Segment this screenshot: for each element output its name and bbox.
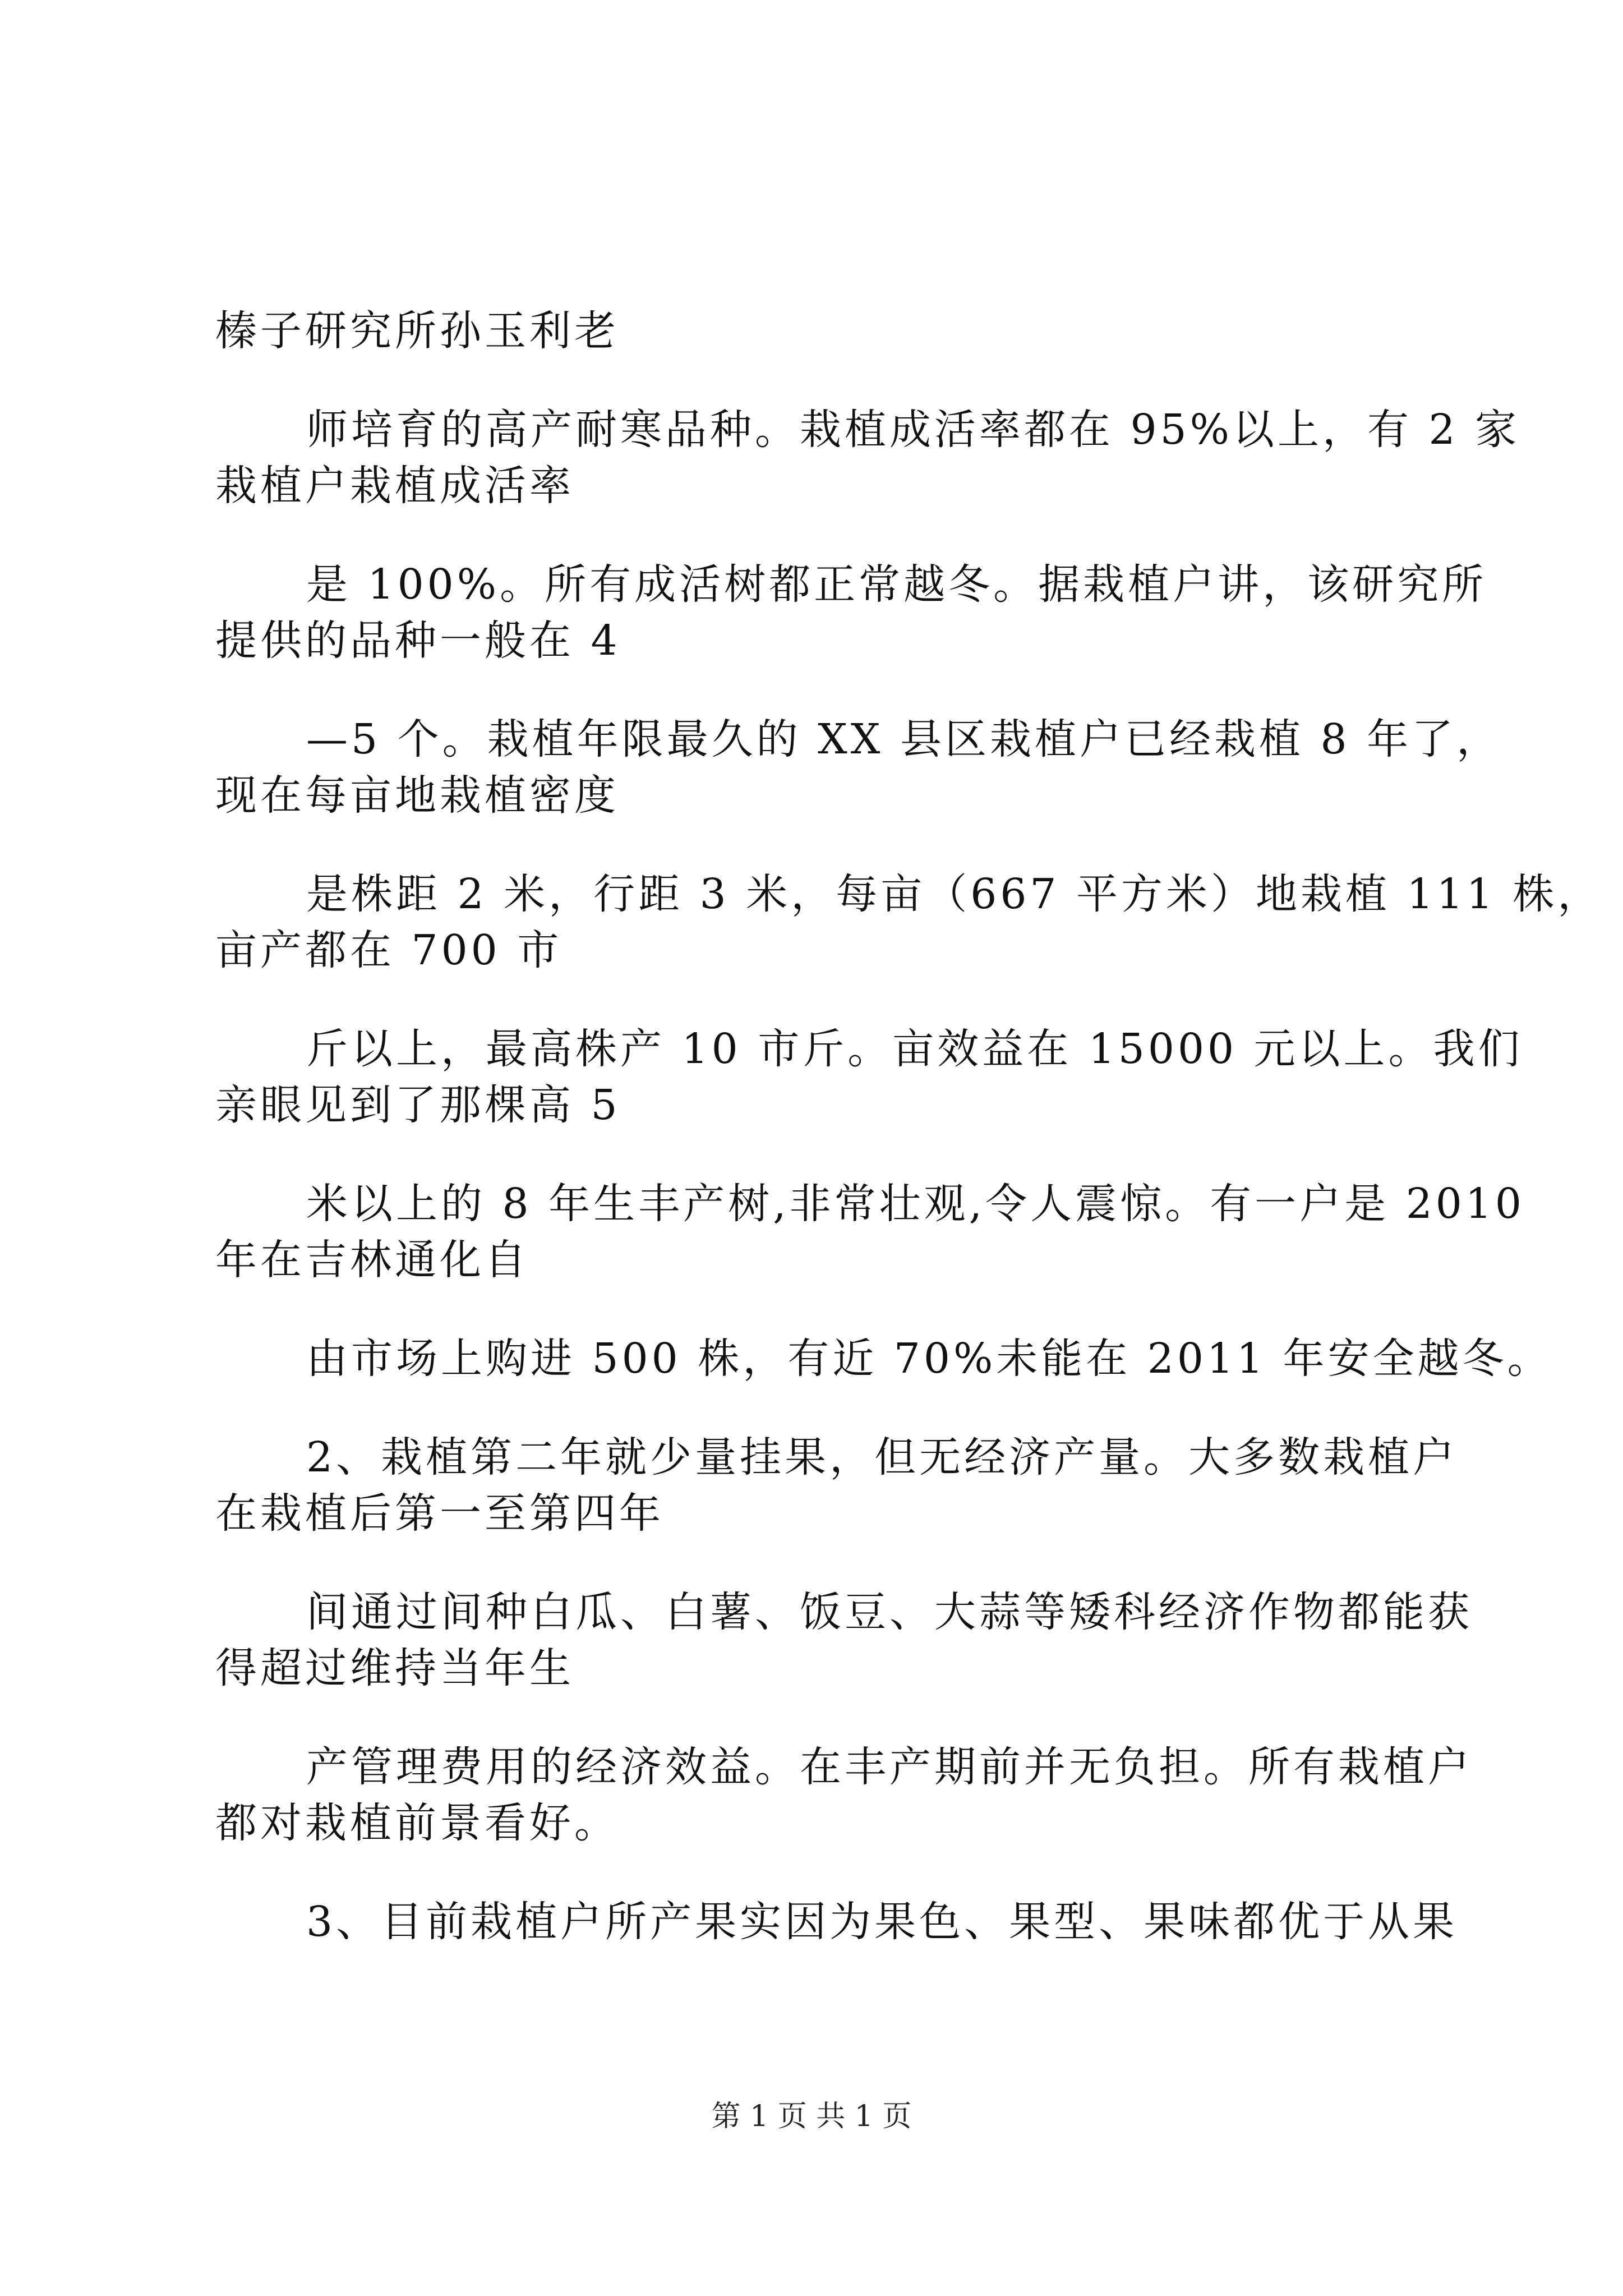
text-line: 亲眼见到了那棵高 5 xyxy=(215,1081,621,1129)
text-line: 在栽植后第一至第四年 xyxy=(215,1489,664,1538)
text-line: 榛子研究所孙玉利老 xyxy=(215,307,619,355)
text-line: 是株距 2 米，行距 3 米，每亩（667 平方米）地栽植 111 株， xyxy=(306,870,1603,918)
text-line: —5 个。栽植年限最久的 XX 县区栽植户已经栽植 8 年了， xyxy=(306,715,1502,763)
text-line: 年在吉林通化自 xyxy=(215,1236,529,1284)
text-line: 栽植户栽植成活率 xyxy=(215,462,574,510)
text-line: 3、目前栽植户所产果实因为果色、果型、果味都优于从果 xyxy=(306,1898,1458,1946)
text-line: 间通过间种白瓜、白薯、饭豆、大蒜等矮科经济作物都能获 xyxy=(306,1588,1473,1636)
text-line: 师培育的高产耐寒品种。栽植成活率都在 95%以上，有 2 家 xyxy=(306,406,1520,454)
text-line: 是 100%。所有成活树都正常越冬。据栽植户讲，该研究所 xyxy=(306,560,1487,609)
text-line: 斤以上，最高株产 10 市斤。亩效益在 15000 元以上。我们 xyxy=(306,1025,1523,1073)
page-footer: 第 1 页 共 1 页 xyxy=(711,2100,912,2133)
text-line: 提供的品种一般在 4 xyxy=(215,616,621,665)
text-line: 米以上的 8 年生丰产树,非常壮观,令人震惊。有一户是 2010 xyxy=(306,1180,1525,1228)
document-body xyxy=(215,303,1603,1950)
text-line: 由市场上购进 500 株，有近 70%未能在 2011 年安全越冬。 xyxy=(306,1335,1552,1383)
text-line: 都对栽植前景看好。 xyxy=(215,1799,619,1847)
text-line: 2、栽植第二年就少量挂果，但无经济产量。大多数栽植户 xyxy=(306,1433,1458,1481)
text-line: 现在每亩地栽植密度 xyxy=(215,771,619,820)
text-line: 亩产都在 700 市 xyxy=(215,926,562,974)
text-line: 得超过维持当年生 xyxy=(215,1644,574,1692)
text-line: 产管理费用的经济效益。在丰产期前并无负担。所有栽植户 xyxy=(306,1743,1473,1791)
